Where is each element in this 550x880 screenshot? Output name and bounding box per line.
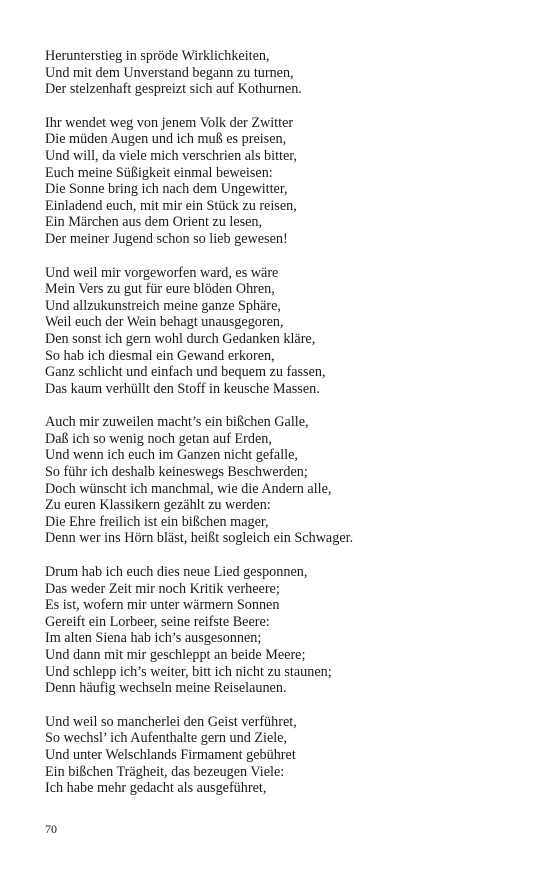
verse-line: Die Sonne bring ich nach dem Ungewitter, — [45, 181, 288, 198]
verse-line: Mein Vers zu gut für eure blöden Ohren, — [45, 281, 275, 298]
verse-line: Und mit dem Unverstand begann zu turnen, — [45, 64, 294, 81]
verse-line: Doch wünscht ich manchmal, wie die Andern alle, — [45, 480, 332, 497]
verse-line: Ein Märchen aus dem Orient zu lesen, — [45, 214, 263, 231]
verse-line: Der meiner Jugend schon so lieb gewesen! — [45, 230, 288, 247]
verse-line: Die müden Augen und ich muß es preisen, — [45, 131, 287, 148]
page-number: 70 — [45, 822, 57, 836]
verse-line: Denn wer ins Hörn bläst, heißt sogleich ein Schwager. — [45, 530, 354, 547]
verse-line: So wechsl’ ich Aufenthalte gern und Ziele, — [45, 730, 288, 747]
verse-line: Ganz schlicht und einfach und bequem zu fassen, — [45, 364, 326, 381]
stanza-2 — [45, 115, 525, 248]
verse-line: Im alten Siena hab ich’s ausgesonnen; — [45, 630, 262, 647]
verse-line: Es ist, wofern mir unter wärmern Sonnen — [45, 597, 280, 614]
verse-line: Das weder Zeit mir noch Kritik verheere; — [45, 580, 280, 597]
verse-line: Und weil mir vorgeworfen ward, es wäre — [45, 264, 279, 281]
verse-line: Der stelzenhaft gespreizt sich auf Kothurnen. — [45, 81, 302, 98]
verse-line: Und unter Welschlands Firmament gebühret — [45, 746, 296, 763]
verse-line: Auch mir zuweilen macht’s ein bißchen Galle, — [45, 414, 309, 431]
verse-line: Weil euch der Wein behagt unausgegoren, — [45, 314, 284, 331]
stanza-6 — [45, 714, 525, 797]
verse-line: Ein bißchen Trägheit, das bezeugen Viele: — [45, 763, 285, 780]
verse-line: Denn häufig wechseln meine Reiselaunen. — [45, 680, 287, 697]
verse-line: Euch meine Süßigkeit einmal beweisen: — [45, 164, 273, 181]
verse-line: Ihr wendet weg von jenem Volk der Zwitter — [45, 114, 294, 131]
poem-text — [45, 48, 525, 814]
verse-line: Und schlepp ich’s weiter, bitt ich nicht zu staunen; — [45, 663, 332, 680]
verse-line: Zu euren Klassikern gezählt zu werden: — [45, 497, 271, 514]
verse-line: Einladend euch, mit mir ein Stück zu reisen, — [45, 197, 297, 214]
stanza-4 — [45, 414, 525, 547]
verse-line: Das kaum verhüllt den Stoff in keusche Massen. — [45, 380, 320, 397]
stanza-1 — [45, 48, 525, 98]
stanza-3 — [45, 265, 525, 398]
verse-line: Und allzukunstreich meine ganze Sphäre, — [45, 297, 281, 314]
verse-line: Herunterstieg in spröde Wirklichkeiten, — [45, 48, 270, 64]
verse-line: Den sonst ich gern wohl durch Gedanken kläre, — [45, 330, 316, 347]
verse-line: Drum hab ich euch dies neue Lied gesponnen, — [45, 564, 308, 581]
verse-line: Die Ehre freilich ist ein bißchen mager, — [45, 513, 269, 530]
stanza-5 — [45, 564, 525, 697]
verse-line: So führ ich deshalb keineswegs Beschwerden; — [45, 464, 308, 481]
verse-line: So hab ich diesmal ein Gewand erkoren, — [45, 347, 275, 364]
verse-line: Ich habe mehr gedacht als ausgeführet, — [45, 780, 267, 797]
verse-line: Und wenn ich euch im Ganzen nicht gefalle, — [45, 447, 298, 464]
verse-line: Und weil so mancherlei den Geist verführet, — [45, 713, 297, 730]
verse-line: Gereift ein Lorbeer, seine reifste Beere: — [45, 613, 270, 630]
verse-line: Und dann mit mir geschleppt an beide Meere; — [45, 647, 306, 663]
verse-line: Und will, da viele mich verschrien als bitter, — [45, 147, 297, 164]
verse-line: Daß ich so wenig noch getan auf Erden, — [45, 430, 272, 447]
